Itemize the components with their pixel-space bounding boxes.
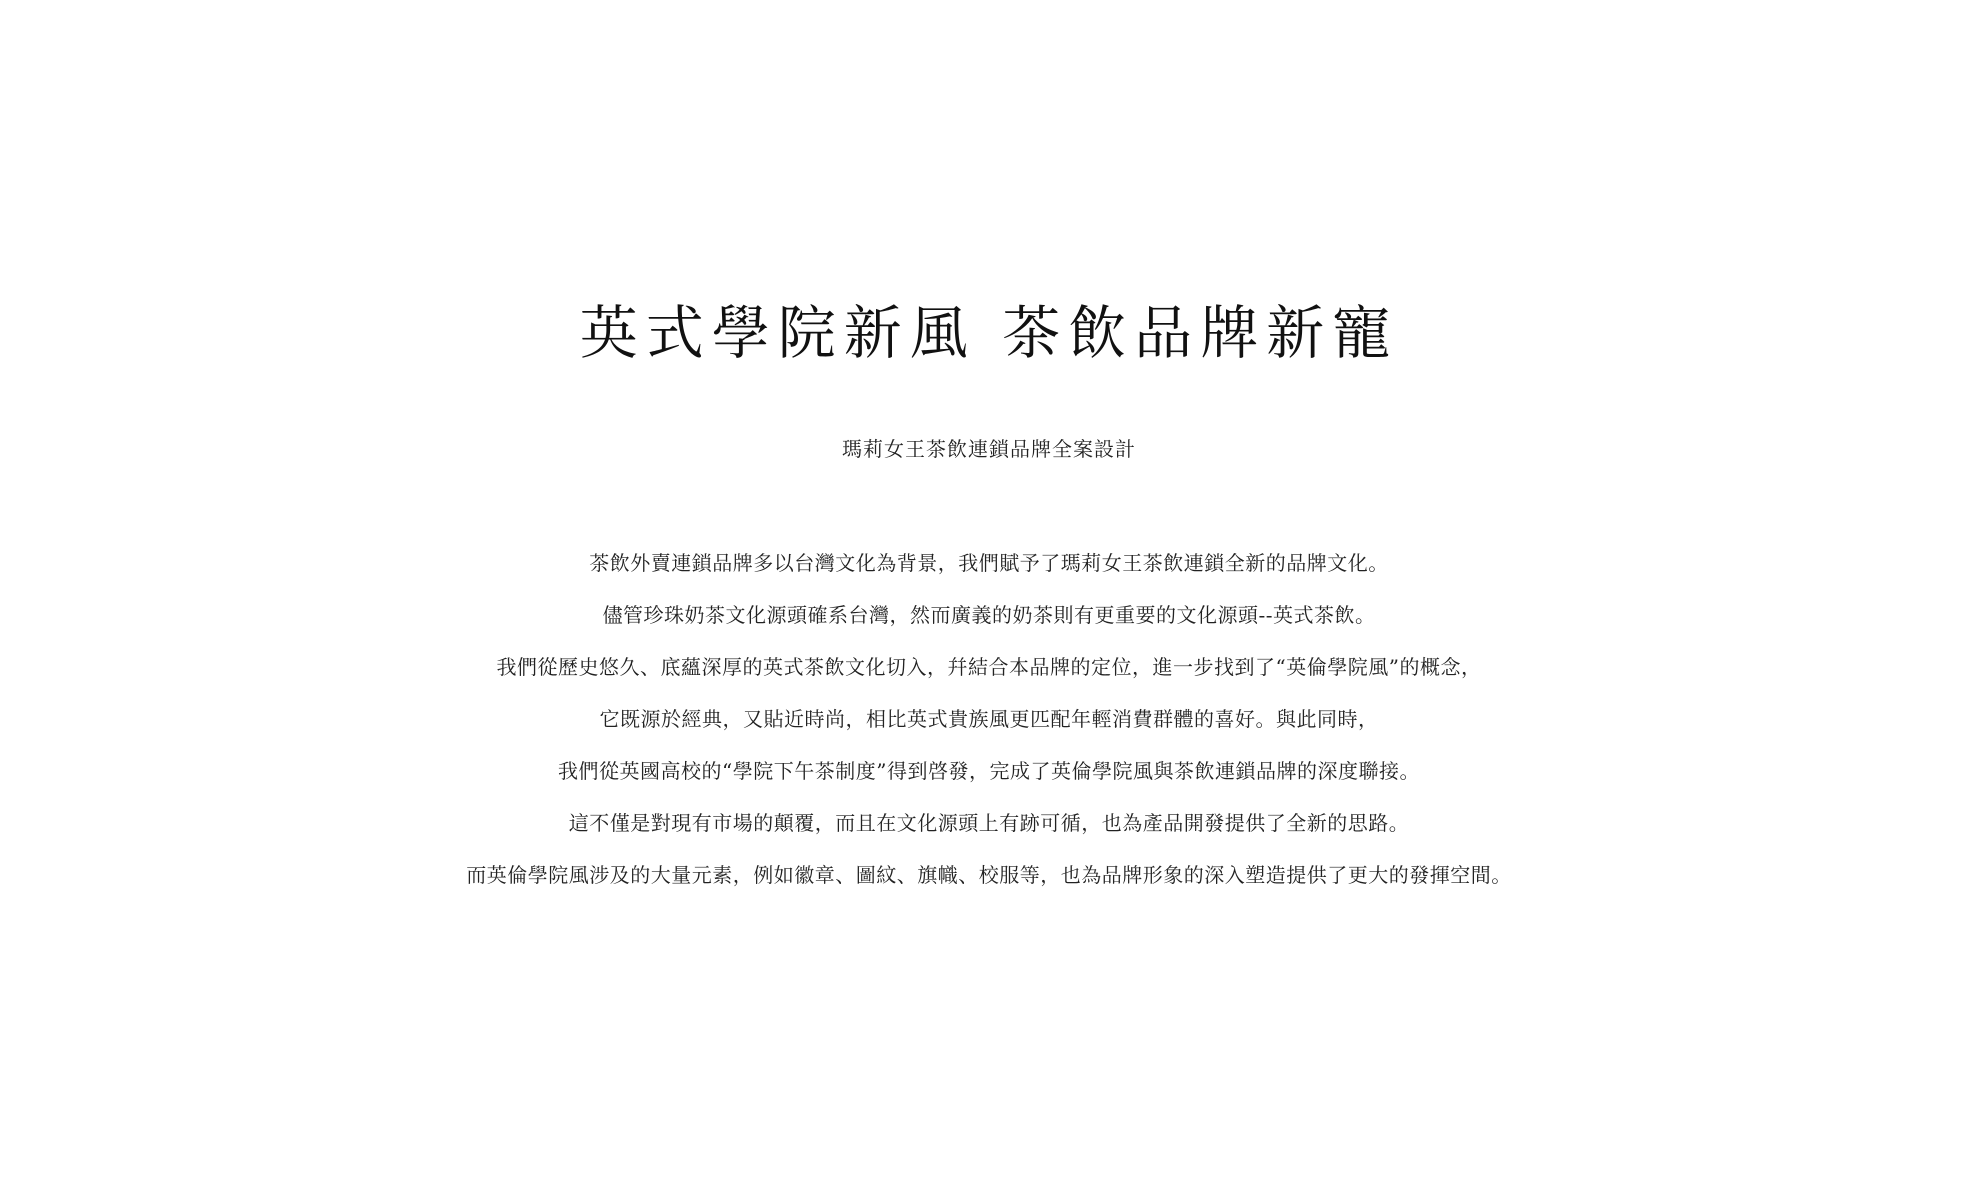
description-line: 我們從歷史悠久、底蘊深厚的英式茶飲文化切入，幷結合本品牌的定位，進一步找到了“英倫學院風”的概念， — [496, 655, 1482, 679]
description-line: 儘管珍珠奶茶文化源頭確系台灣，然而廣義的奶茶則有更重要的文化源頭--英式茶飲。 — [602, 603, 1376, 627]
description-line: 我們從英國高校的“學院下午茶制度”得到啓發，完成了英倫學院風與茶飲連鎖品牌的深度聯接。 — [558, 759, 1420, 783]
description-line: 它既源於經典，又貼近時尚，相比英式貴族風更匹配年輕消費群體的喜好。與此同時， — [599, 707, 1379, 731]
description-line: 這不僅是對現有市場的顛覆，而且在文化源頭上有跡可循，也為產品開發提供了全新的思路。 — [568, 811, 1410, 835]
description-line: 茶飲外賣連鎖品牌多以台灣文化為背景，我們賦予了瑪莉女王茶飲連鎖全新的品牌文化。 — [589, 551, 1389, 575]
page-subtitle: 瑪莉女王茶飲連鎖品牌全案設計 — [842, 437, 1136, 461]
page-title: 英式學院新風 茶飲品牌新寵 — [579, 299, 1399, 367]
description-line: 而英倫學院風涉及的大量元素，例如徽章、圖紋、旗幟、校服等，也為品牌形象的深入塑造提供了更大的發揮空間。 — [466, 863, 1512, 887]
description-body — [0, 537, 1978, 901]
